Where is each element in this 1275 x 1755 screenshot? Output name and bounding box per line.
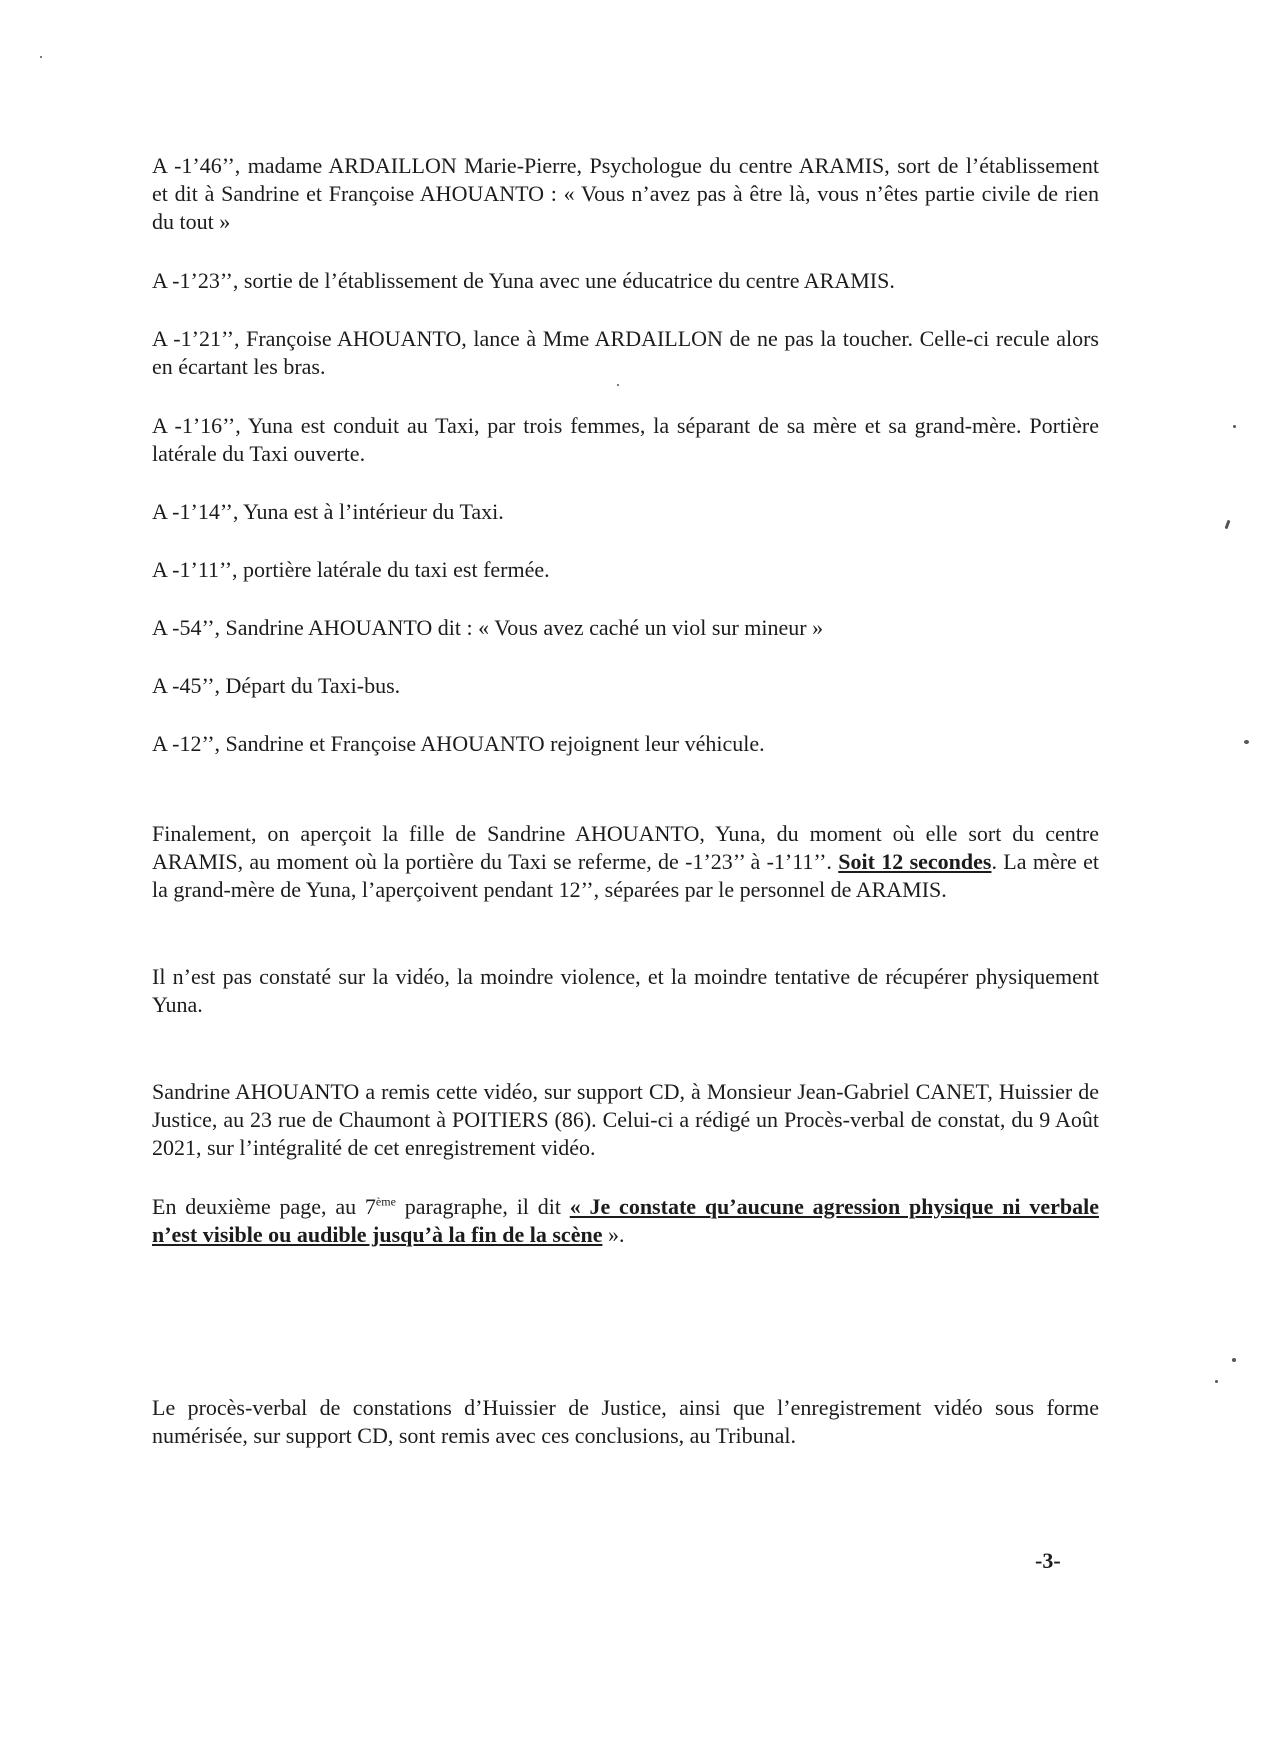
summary-highlight: Soit 12 secondes: [838, 849, 992, 874]
quote-lead: En deuxième page, au 7: [152, 1194, 376, 1219]
quote-end: ».: [602, 1222, 625, 1247]
timeline-entry-4: A -1’16’’, Yuna est conduit au Taxi, par trois femmes, la séparant de sa mère et sa grand-mère. Portière latérale du Taxi ouverte.: [152, 413, 1099, 466]
huissier-paragraph: Sandrine AHOUANTO a remis cette vidéo, sur support CD, à Monsieur Jean-Gabriel CANET, Huissier de Justice, au 23 rue de Chaumont à POITIERS (86). Celui-ci a rédigé un Procès-verbal de constat, du 9 Août 2021, sur l’intégralité de cet enregistrement vidéo.: [152, 1079, 1099, 1160]
summary-rest: . La mère et la grand-mère de Yuna, l’aperçoivent pendant 12’’, séparées par le personnel de ARAMIS.: [152, 849, 1099, 902]
closing-paragraph: Le procès-verbal de constations d’Huissier de Justice, ainsi que l’enregistrement vidéo sous forme numérisée, sur support CD, sont remis avec ces conclusions, au Tribunal.: [152, 1395, 1099, 1448]
timeline-entry-6: A -1’11’’, portière latérale du taxi est fermée.: [152, 557, 550, 582]
scan-speck: [1232, 1358, 1236, 1362]
timeline-entry-7: A -54’’, Sandrine AHOUANTO dit : « Vous avez caché un viol sur mineur »: [152, 615, 824, 640]
quote-highlight: « Je constate qu’aucune agression physique ni verbale n’est visible ou audible jusqu’à la fin de la scène: [152, 1194, 1099, 1247]
quote-paragraph: [152, 1193, 1099, 1249]
timeline-entry-8: A -45’’, Départ du Taxi-bus.: [152, 673, 401, 698]
timeline-entry-3: A -1’21’’, Françoise AHOUANTO, lance à Mme ARDAILLON de ne pas la toucher. Celle-ci recule alors en écartant les bras.: [152, 326, 1099, 379]
quote-middle: paragraphe, il dit: [395, 1194, 570, 1219]
timeline-entry-1: A -1’46’’, madame ARDAILLON Marie-Pierre, Psychologue du centre ARAMIS, sort de l’établissement et dit à Sandrine et Françoise AHOUANTO : « Vous n’avez pas à être là, vous n’êtes partie civile de rien du tout »: [152, 153, 1099, 234]
scan-speck: [1244, 740, 1249, 744]
timeline-entry-2: A -1’23’’, sortie de l’établissement de Yuna avec une éducatrice du centre ARAMIS.: [152, 268, 895, 293]
violence-paragraph: Il n’est pas constaté sur la vidéo, la moindre violence, et la moindre tentative de récupérer physiquement Yuna.: [152, 964, 1099, 1017]
scan-speck: [1215, 1380, 1218, 1383]
scan-speck: [1233, 425, 1236, 428]
scan-speck: [1225, 520, 1231, 529]
summary-intro: Finalement, on aperçoit la fille de Sandrine AHOUANTO, Yuna, du moment où elle sort du centre ARAMIS, au moment où la portière du Taxi se referme, de -1’23’’ à -1’11’’.: [152, 821, 1099, 874]
timeline-entry-5: A -1’14’’, Yuna est à l’intérieur du Taxi.: [152, 499, 504, 524]
scan-speck: [617, 384, 619, 386]
scan-speck: [40, 56, 42, 58]
summary-paragraph: [152, 820, 1099, 904]
timeline-entry-9: A -12’’, Sandrine et Françoise AHOUANTO rejoignent leur véhicule.: [152, 731, 765, 756]
page-number: -3-: [1035, 1548, 1061, 1573]
quote-superscript: ème: [375, 1194, 396, 1209]
